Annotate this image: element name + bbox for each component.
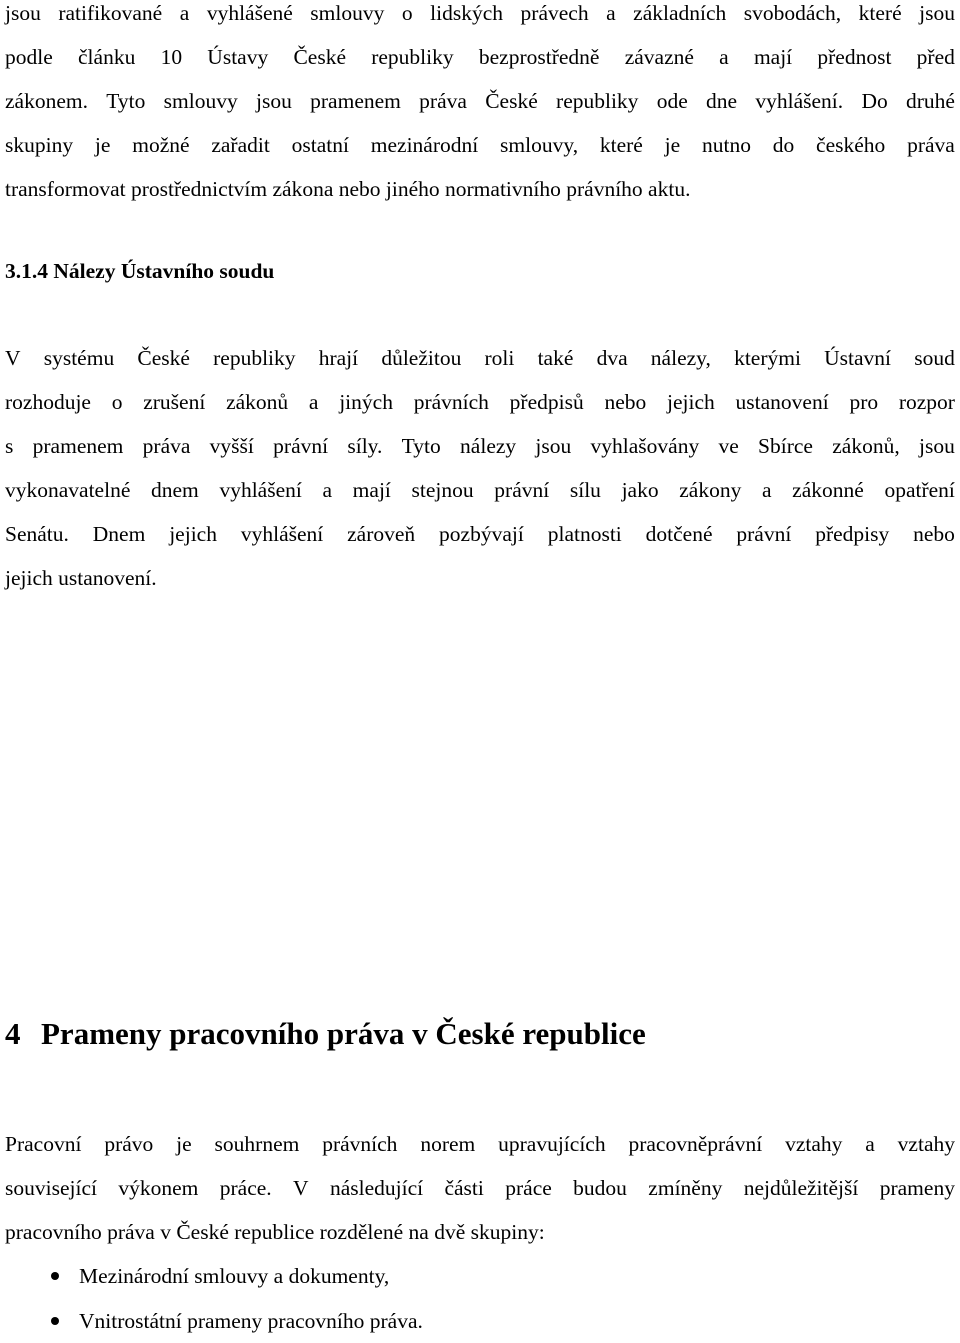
paragraph-line: rozhoduje o zrušení zákonů a jiných právních předpisů nebo jejich ustanovení pro rozpor — [5, 390, 955, 414]
bullet-icon — [51, 1272, 59, 1280]
paragraph-chapter-intro — [5, 1122, 955, 1254]
bullet-icon — [51, 1317, 59, 1325]
paragraph-line: jsou ratifikované a vyhlášené smlouvy o lidských právech a základních svobodách, které jsou — [5, 1, 955, 25]
paragraph-line: Pracovní právo je souhrnem právních norem upravujících pracovněprávní vztahy a vztahy — [5, 1132, 955, 1156]
paragraph-line: jejich ustanovení. — [5, 566, 157, 590]
paragraph-line: pracovního práva v České republice rozdělené na dvě skupiny: — [5, 1220, 545, 1244]
paragraph-line: transformovat prostřednictvím zákona nebo jiného normativního právního aktu. — [5, 177, 691, 201]
chapter-number: 4 — [5, 1016, 21, 1051]
list-item-text: Mezinárodní smlouvy a dokumenty, — [79, 1264, 390, 1288]
list-item-text: Vnitrostátní prameny pracovního práva. — [79, 1309, 423, 1333]
paragraph-line: podle článku 10 Ústavy České republiky bezprostředně závazné a mají přednost před — [5, 45, 955, 69]
section-heading: 3.1.4 Nálezy Ústavního soudu — [5, 259, 275, 283]
paragraph-line: Senátu. Dnem jejich vyhlášení zároveň pozbývají platnosti dotčené právní předpisy nebo — [5, 522, 955, 546]
paragraph-line: skupiny je možné zařadit ostatní mezinárodní smlouvy, které je nutno do českého práva — [5, 133, 955, 157]
paragraph-line: zákonem. Tyto smlouvy jsou pramenem práva České republiky ode dne vyhlášení. Do druhé — [5, 89, 955, 113]
paragraph-intro — [5, 0, 955, 211]
chapter-heading — [5, 1012, 955, 1056]
paragraph-line: související výkonem práce. V následující části práce budou zmíněny nejdůležitější prameny — [5, 1176, 955, 1200]
paragraph-line: vykonavatelné dnem vyhlášení a mají stejnou právní sílu jako zákony a zákonné opatření — [5, 478, 955, 502]
chapter-title: Prameny pracovního práva v České republice — [41, 1016, 646, 1051]
paragraph-nalezy — [5, 336, 955, 600]
paragraph-line: V systému České republiky hrají důležitou roli také dva nálezy, kterými Ústavní soud — [5, 346, 955, 370]
paragraph-line: s pramenem práva vyšší právní síly. Tyto nálezy jsou vyhlašovány ve Sbírce zákonů, jsou — [5, 434, 955, 458]
